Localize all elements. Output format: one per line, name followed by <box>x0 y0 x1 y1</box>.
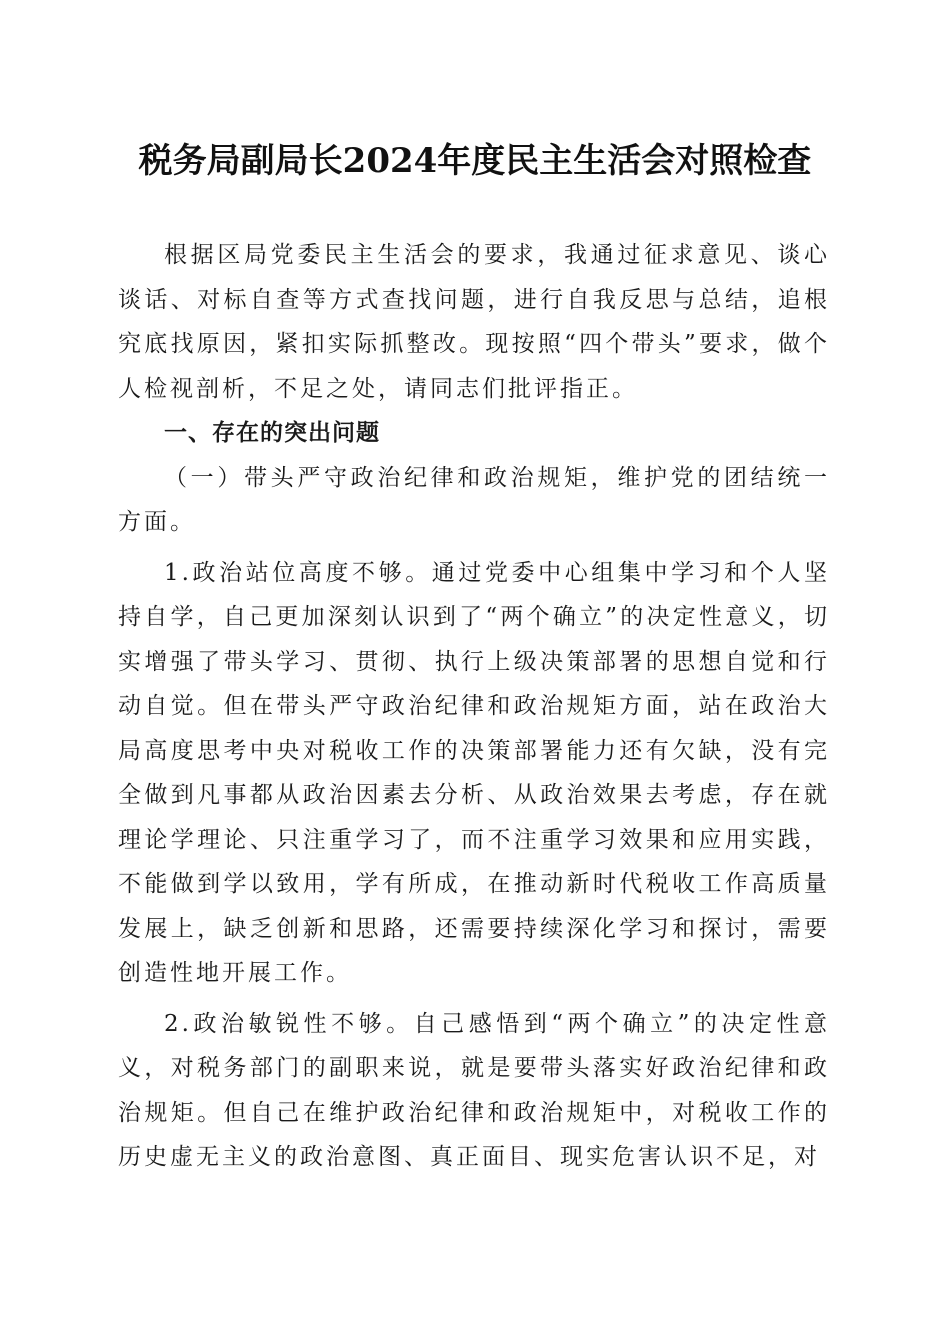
document-title: 税务局副局长2024年度民主生活会对照检查 <box>138 141 812 181</box>
section-heading: 一、存在的突出问题 <box>164 420 380 446</box>
item-paragraph-2: 2.政治敏锐性不够。自己感悟到“两个确立”的决定性意义，对税务部门的副职来说，就是要带头落实好政治纪律和政治规矩。但自己在维护政治纪律和政治规矩中，对税收工作的历史虚无主义的政治意图、真正面目、现实危害认识不足，对 <box>118 1010 830 1170</box>
item-paragraph-1: 1.政治站位高度不够。通过党委中心组集中学习和个人坚持自学，自己更加深刻认识到了“两个确立”的决定性意义，切实增强了带头学习、贯彻、执行上级决策部署的思想自觉和行动自觉。但在带头严守政治纪律和政治规矩方面，站在政治大局高度思考中央对税收工作的决策部署能力还有欠缺，没有完全做到凡事都从政治因素去分析、从政治效果去考虑，存在就理论学理论、只注重学习了，而不注重学习效果和应用实践，不能做到学以致用，学有所成，在推动新时代税收工作高质量发展上，缺乏创新和思路，还需要持续深化学习和探讨，需要创造性地开展工作。 <box>118 559 830 986</box>
document-body <box>118 233 830 1180</box>
intro-paragraph: 根据区局党委民主生活会的要求，我通过征求意见、谈心谈话、对标自查等方式查找问题，进行自我反思与总结，追根究底找原因，紧扣实际抓整改。现按照“四个带头”要求，做个人检视剖析，不足之处，请同志们批评指正。 <box>118 242 830 402</box>
subsection-heading: （一）带头严守政治纪律和政治规矩，维护党的团结统一方面。 <box>118 464 830 535</box>
